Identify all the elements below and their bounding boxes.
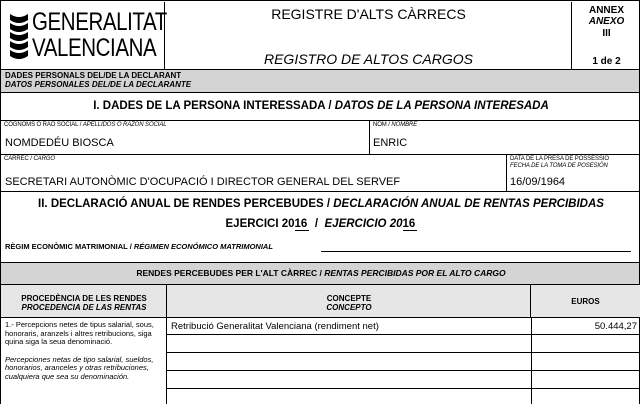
col1-label-ca: PROCEDÈNCIA DE LES RENDES: [21, 294, 147, 303]
section1-title-ca: I. DADES DE LA PERSONA INTERESSADA /: [93, 100, 335, 112]
personal-header-ca: DADES PERSONALS DEL/DE LA DECLARANT: [5, 71, 182, 80]
personal-data-header: [0, 70, 640, 93]
name-label-es: NOMBRE: [391, 122, 418, 128]
annex-label-es: ANEXO: [588, 16, 625, 27]
surnames-value: NOMDEDÉU BIOSCA: [5, 137, 114, 149]
table-row: [167, 389, 640, 404]
section2-title-es: DECLARACIÓN ANUAL DE RENTAS PERCIBIDAS: [333, 198, 604, 210]
income-header-es: RENTAS PERCIBIDAS POR EL ALTO CARGO: [324, 268, 506, 278]
col2-label-es: CONCEPTO: [326, 303, 372, 312]
position-label-es: CARGO: [33, 156, 55, 162]
col-euros-header: [531, 285, 640, 317]
col2-label-ca: CONCEPTE: [326, 294, 372, 303]
section2-title-ca: II. DECLARACIÓ ANUAL DE RENDES PERCEBUDES /: [38, 198, 334, 210]
position-field[interactable]: [1, 155, 507, 191]
table-row: [167, 353, 640, 371]
table-row: [167, 335, 640, 353]
date-value: 16/09/1964: [510, 176, 566, 188]
position-row: [0, 155, 640, 192]
income-table-body: [0, 318, 640, 404]
surnames-field[interactable]: [1, 121, 370, 154]
year-separator: /: [314, 218, 319, 230]
logo-text-line1: GENERALITAT: [32, 8, 167, 36]
source-text-es: Percepciones netas de tipo salarial, sueldos, honorarios, aranceles y otras retribuciones, cualquiera que sea su denominación.: [5, 354, 154, 381]
form-header: [0, 0, 640, 70]
page-number: 1 de 2: [592, 56, 621, 67]
logo-text-line2: VALENCIANA: [32, 34, 157, 62]
col3-label: EUROS: [571, 297, 600, 306]
position-value: SECRETARI AUTONÒMIC D'OCUPACIÓ I DIRECTOR GENERAL DEL SERVEF: [5, 176, 401, 188]
col1-label-es: PROCEDENCIA DE LAS RENTAS: [21, 303, 147, 312]
date-label-es: FECHA DE LA TOMA DE POSESIÓN: [510, 163, 608, 169]
col-source-header: [1, 285, 167, 317]
col-concept-header: [167, 285, 531, 317]
fiscal-year-line: [1, 218, 640, 231]
regime-label: [5, 242, 273, 251]
table-row: [167, 318, 640, 335]
table-row: [167, 371, 640, 389]
section1-title-es: DATOS DE LA PERSONA INTERESADA: [334, 100, 549, 112]
position-label-ca: CÀRREC /: [4, 156, 34, 162]
title-box: [166, 2, 572, 69]
income-header-ca: RENDES PERCEBUDES PER L'ALT CÀRREC /: [136, 268, 325, 278]
annex-box: [573, 2, 640, 69]
name-label-ca: NOM /: [373, 122, 392, 128]
regime-input[interactable]: [321, 251, 631, 252]
regime-label-ca: RÈGIM ECONÒMIC MATRIMONIAL /: [5, 242, 134, 251]
generalitat-logo: [2, 2, 165, 69]
name-row: [0, 121, 640, 155]
income-table-header: [0, 285, 640, 318]
name-value: ENRIC: [373, 137, 408, 149]
form-title-ca: REGISTRE D'ALTS CÀRRECS: [271, 6, 466, 22]
name-field[interactable]: [370, 121, 640, 154]
concept-cell[interactable]: Retribució Generalitat Valenciana (rendiment net): [171, 321, 379, 332]
surnames-label-ca: COGNOMS O RAÓ SOCIAL /: [4, 122, 83, 128]
year-field-ca[interactable]: 16: [294, 218, 308, 230]
annex-label-ca: ANNEX: [588, 5, 624, 16]
year-field-es[interactable]: 16: [402, 218, 416, 230]
section1-title: [0, 93, 640, 121]
annex-number: III: [602, 28, 611, 39]
personal-header-es: DATOS PERSONALES DEL/DE LA DECLARANTE: [5, 80, 192, 89]
income-header: [0, 263, 640, 285]
section2: [0, 192, 640, 263]
ejercici-label-es: EJERCICIO 20: [324, 218, 403, 230]
euros-cell[interactable]: 50.444,27: [594, 321, 637, 332]
ejercici-label-ca: EJERCICI 20: [225, 218, 295, 230]
date-field[interactable]: [507, 155, 640, 191]
date-label-ca: DATA DE LA PRESA DE POSSESSIÓ: [510, 156, 609, 162]
form-title-es: REGISTRO DE ALTOS CARGOS: [263, 51, 473, 67]
surnames-label-es: APELLIDOS O RAZÓN SOCIAL: [82, 122, 167, 128]
source-text-ca: 1.- Percepcions netes de tipus salarial, sous, honoraris, aranzels i altres retribucions, siga quina siga la seua denominació.: [5, 320, 154, 346]
regime-label-es: RÉGIMEN ECONÓMICO MATRIMONIAL: [133, 242, 273, 251]
generalitat-emblem-icon: [8, 12, 30, 60]
source-cell: [1, 318, 167, 404]
